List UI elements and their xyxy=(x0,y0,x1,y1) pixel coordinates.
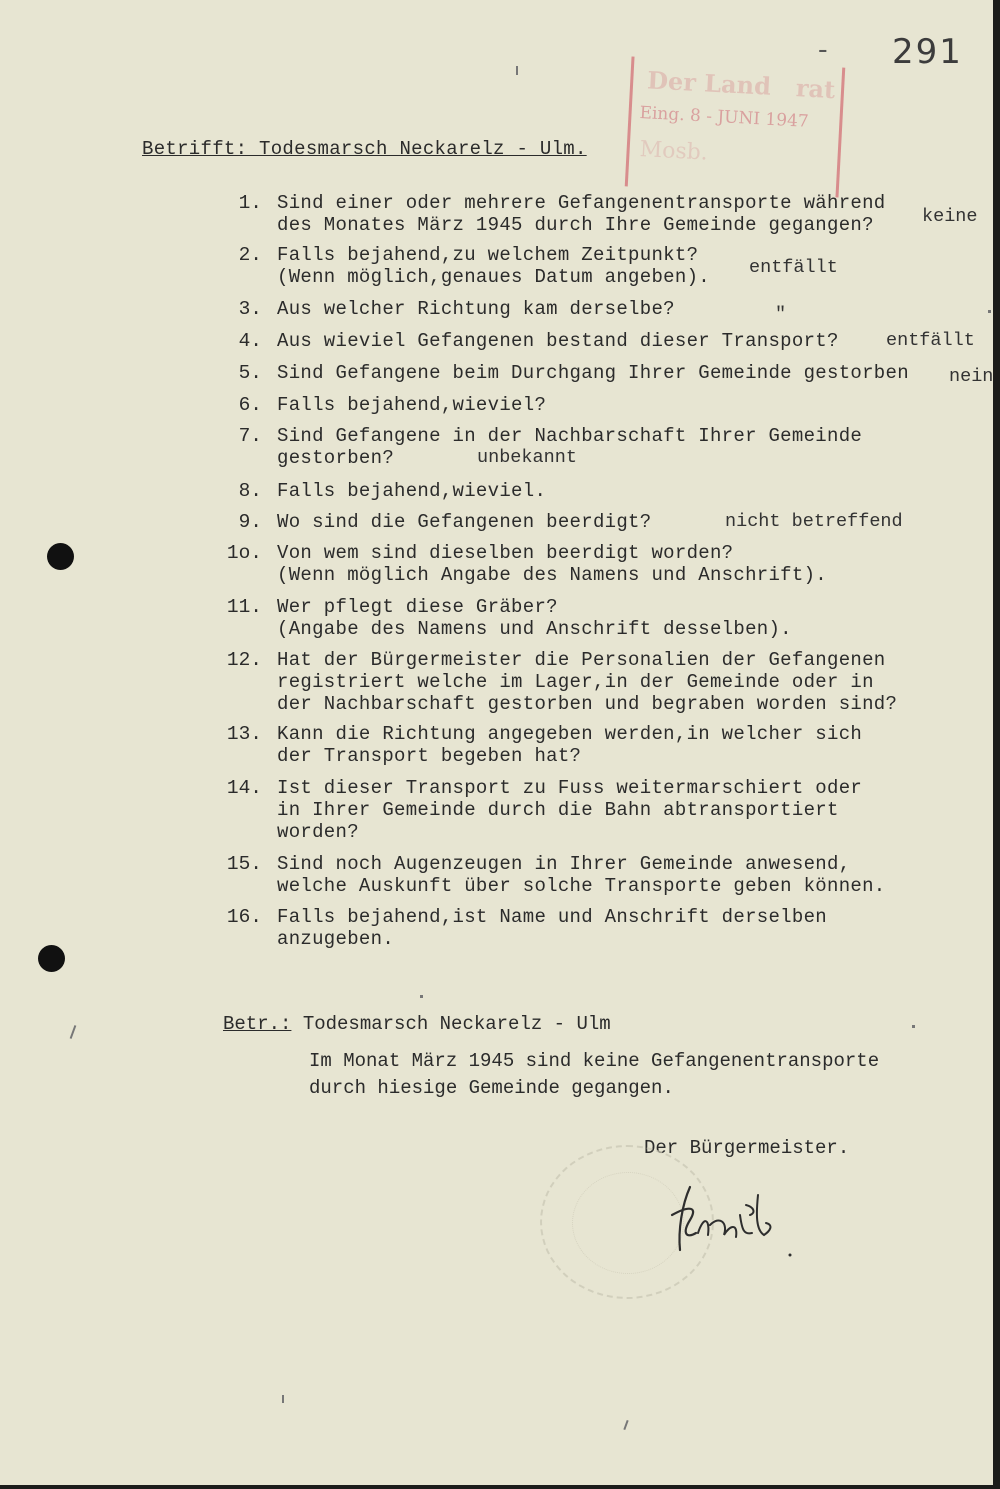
question-text: Von wem sind dieselben beerdigt worden? (Wenn möglich Angabe des Namens und Anschrift). xyxy=(277,542,827,586)
question-number: 3. xyxy=(238,298,262,320)
question-text: Aus welcher Richtung kam derselbe? xyxy=(277,298,675,320)
question-answer: nicht betreffend xyxy=(725,511,903,532)
reply-subject-label: Betr.: xyxy=(223,1013,292,1035)
question-answer: nein xyxy=(949,366,993,387)
question-answer: keine xyxy=(922,206,978,227)
handwritten-signature xyxy=(660,1175,820,1265)
question-number: 5. xyxy=(238,362,262,384)
question-number: 15. xyxy=(226,853,262,875)
question-text: Ist dieser Transport zu Fuss weitermarschiert oder in Ihrer Gemeinde durch die Bahn abtransportiert worden? xyxy=(277,777,863,843)
question-number: 9. xyxy=(238,511,262,533)
question-number: 4. xyxy=(238,330,262,352)
page-mark: - xyxy=(815,36,831,66)
question-text: Falls bejahend,ist Name und Anschrift derselben anzugeben. xyxy=(277,906,827,950)
question-text: Kann die Richtung angegeben werden,in welcher sich der Transport begeben hat? xyxy=(277,723,863,767)
question-text: Sind Gefangene beim Durchgang Ihrer Gemeinde gestorben xyxy=(277,362,909,384)
question-number: 16. xyxy=(226,906,262,928)
question-text: Falls bejahend,wieviel? xyxy=(277,394,547,416)
question-number: 14. xyxy=(226,777,262,799)
question-number: 12. xyxy=(226,649,262,671)
page-number: 291 xyxy=(892,32,963,72)
reply-subject xyxy=(223,1013,611,1035)
question-answer: " xyxy=(775,304,787,325)
paper-speck xyxy=(988,310,991,313)
paper-speck xyxy=(70,1025,77,1039)
question-text: Wer pflegt diese Gräber? (Angabe des Namens und Anschrift desselben). xyxy=(277,596,792,640)
question-text: Aus wieviel Gefangenen bestand dieser Transport? xyxy=(277,330,839,352)
paper-speck xyxy=(516,66,518,75)
question-number: 1. xyxy=(238,192,262,214)
question-text: Sind noch Augenzeugen in Ihrer Gemeinde anwesend, welche Auskunft über solche Transporte geben können. xyxy=(277,853,886,897)
question-answer: unbekannt xyxy=(477,447,577,468)
stamp-authority: Der Land rat xyxy=(646,65,836,105)
question-text: Wo sind die Gefangenen beerdigt? xyxy=(277,511,652,533)
question-number: 1o. xyxy=(226,542,262,564)
question-text: Hat der Bürgermeister die Personalien der Gefangenen registriert welche im Lager,in der Gemeinde oder in der Nachbarschaft gestorben und begraben worden sind? xyxy=(277,649,898,715)
subject-line: Betrifft: Todesmarsch Neckarelz - Ulm. xyxy=(142,138,587,160)
question-text: Sind einer oder mehrere Gefangenentransporte während des Monates März 1945 durch Ihre Gemeinde gegangen? xyxy=(277,192,886,236)
stamp-date: Eing. 8 - JUNI 1947 xyxy=(639,103,810,132)
question-text: Falls bejahend,wieviel. xyxy=(277,480,547,502)
reply-subject-text: Todesmarsch Neckarelz - Ulm xyxy=(302,1013,611,1035)
question-number: 6. xyxy=(238,394,262,416)
question-number: 13. xyxy=(226,723,262,745)
paper-speck xyxy=(623,1420,628,1430)
question-number: 2. xyxy=(238,244,262,266)
paper-speck xyxy=(282,1395,284,1403)
question-number: 11. xyxy=(226,596,262,618)
stamp-place: Mosb. xyxy=(639,137,709,166)
question-text: Sind Gefangene in der Nachbarschaft Ihrer Gemeinde gestorben? xyxy=(277,425,863,469)
reply-body: Im Monat März 1945 sind keine Gefangenentransporte durch hiesige Gemeinde gegangen. xyxy=(309,1050,880,1099)
punch-hole-bottom xyxy=(38,945,65,972)
question-number: 8. xyxy=(238,480,262,502)
paper-speck xyxy=(420,995,423,998)
question-answer: entfällt xyxy=(749,257,838,278)
paper-speck xyxy=(912,1025,915,1028)
mayor-signoff: Der Bürgermeister. xyxy=(644,1137,850,1159)
question-number: 7. xyxy=(238,425,262,447)
received-stamp xyxy=(625,56,846,197)
question-text: Falls bejahend,zu welchem Zeitpunkt? (Wenn möglich,genaues Datum angeben). xyxy=(277,244,710,288)
question-answer: entfällt xyxy=(886,330,975,351)
